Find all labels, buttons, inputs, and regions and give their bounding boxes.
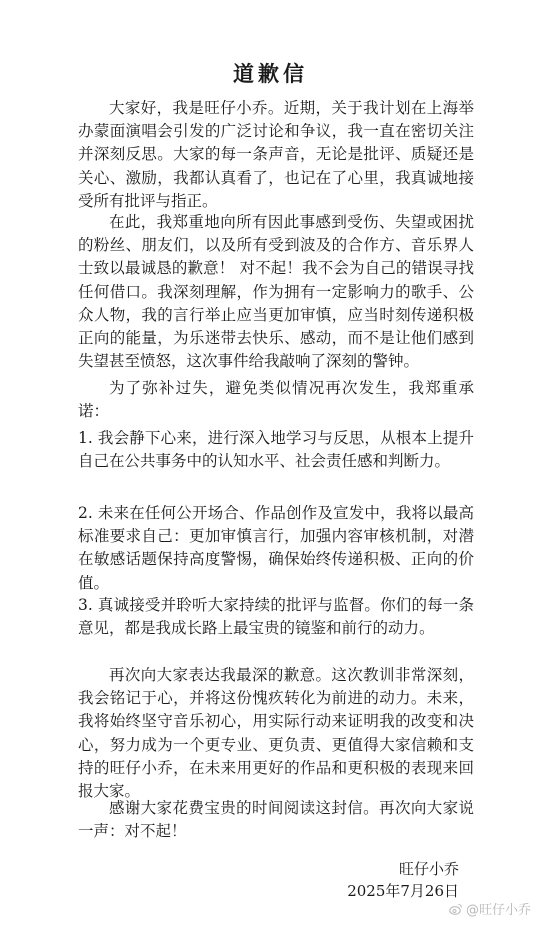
paragraph-closing: 再次向大家表达我最深的歉意。这次教训非常深刻，我会铭记于心，并将这份愧疚转化为前进的动力。未来，我将始终坚守音乐初心，用实际行动来证明我的改变和决心，努力成为一个更专业、更负责、更值得大家信赖和支持的旺仔小乔，在未来用更好的作品和更积极的表现来回报大家。 xyxy=(78,666,474,801)
commitment-item-1: 1. 我会静下心来，进行深入地学习与反思，从根本上提升自己在公共事务中的认知水平、社会责任感和判断力。 xyxy=(78,429,474,471)
signature-date: 2025年7月26日 xyxy=(347,882,459,900)
paragraph-commitment-intro: 为了弥补过失，避免类似情况再次发生，我郑重承诺： xyxy=(78,379,474,421)
paragraph-greeting: 大家好，我是旺仔小乔。近期，关于我计划在上海举办蒙面演唱会引发的广泛讨论和争议，我一直在密切关注并深刻反思。大家的每一条声音，无论是批评、质疑还是关心、激励，我都认真看了，也记在了心里，我真诚地接受所有批评与指正。 xyxy=(78,99,474,210)
weibo-icon xyxy=(449,902,463,916)
paragraph-thanks: 感谢大家花费宝贵的时间阅读这封信。再次向大家说一声：对不起！ xyxy=(78,799,474,841)
watermark-text: @旺仔小乔 xyxy=(465,903,531,918)
commitment-item-2: 2. 未来在任何公开场合、作品创作及宣发中，我将以最高标准要求自己：更加审慎言行，加强内容审核机制，对潜在敏感话题保持高度警惕，确保始终传递积极、正向的价值。 xyxy=(78,504,474,592)
watermark xyxy=(449,899,531,918)
signature-block xyxy=(347,858,459,902)
paragraph-apology: 在此，我郑重地向所有因此事感到受伤、失望或困扰的粉丝、朋友们，以及所有受到波及的合作方、音乐界人士致以最诚恳的歉意！ 对不起！我不会为自己的错误寻找任何借口。我深刻理解，作为拥有一定影响力的歌手、公众人物，我的言行举止应当更加审慎，应当时刻传递积极正向的能量，为乐迷带去快乐、感动，而不是让他们感到失望甚至愤怒，这次事件给我敲响了深刻的警钟。 xyxy=(78,213,474,371)
signature-name: 旺仔小乔 xyxy=(398,860,459,878)
page-title: 道歉信 xyxy=(233,61,308,86)
commitment-item-3: 3. 真诚接受并聆听大家持续的批评与监督。你们的每一条意见，都是我成长路上最宝贵的镜鉴和前行的动力。 xyxy=(78,596,474,638)
